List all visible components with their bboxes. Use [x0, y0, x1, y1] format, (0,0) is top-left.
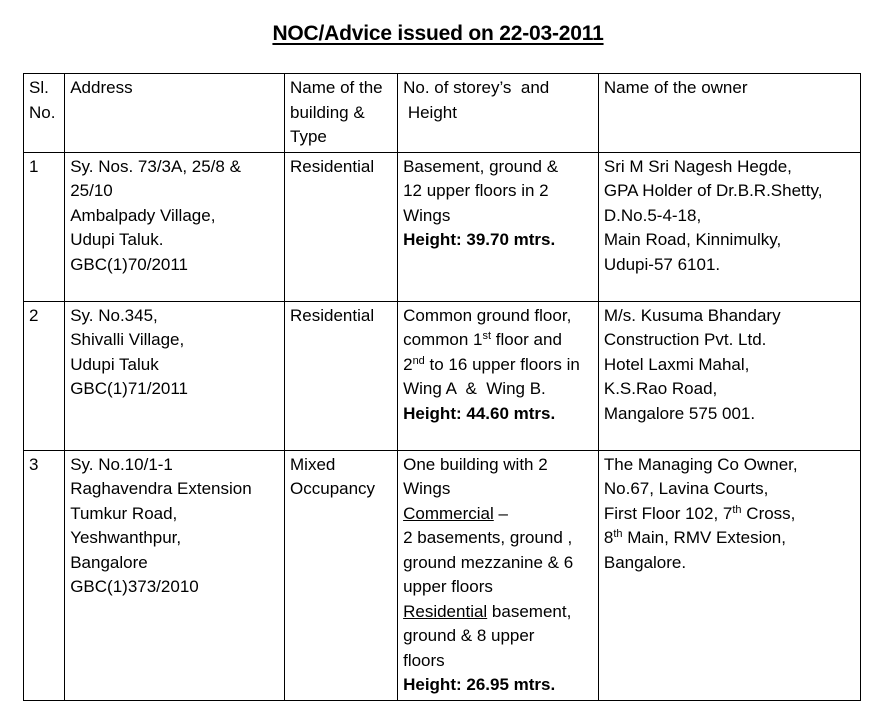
- storey-line: ground mezzanine & 6: [403, 552, 574, 572]
- table-header-row: [24, 74, 861, 153]
- cell-sl: [24, 301, 65, 450]
- header-storeys-height: [398, 74, 599, 153]
- storey-line: floors: [403, 650, 445, 670]
- address-line: Yeshwanthpur,: [70, 528, 182, 547]
- owner-text: Main, RMV Extesion,: [622, 528, 786, 547]
- storey-line: [403, 328, 593, 353]
- address-line: GBC(1)373/2010: [70, 577, 199, 596]
- sl-number: 1: [29, 156, 39, 176]
- cell-sl: [24, 152, 65, 301]
- owner-line: Udupi-57 6101.: [603, 254, 721, 274]
- address-line: Tumkur Road,: [70, 503, 178, 523]
- owner-line: K.S.Rao Road,: [603, 379, 718, 398]
- height-value: Height: 26.95 mtrs.: [403, 675, 556, 694]
- address-line: Shivalli Village,: [70, 330, 185, 349]
- residential-label: Residential: [403, 601, 488, 621]
- storey-text: floor and: [491, 330, 562, 349]
- owner-line: D.No.5-4-18,: [603, 205, 702, 225]
- header-owner-text: Name of the owner: [603, 78, 748, 97]
- storey-line: Common ground floor,: [403, 305, 572, 325]
- owner-line: Main Road, Kinnimulky,: [603, 230, 782, 249]
- cell-address: [65, 301, 285, 450]
- header-storey-line: Height: [403, 102, 457, 122]
- header-sl-line: Sl.: [29, 78, 49, 97]
- storey-line: One building with 2: [403, 454, 548, 474]
- cell-storeys: [398, 301, 599, 450]
- owner-line: M/s. Kusuma Bhandary: [603, 305, 781, 325]
- document-title-text: NOC/Advice issued on 22-03-2011: [272, 22, 604, 45]
- table-row: [24, 152, 861, 301]
- address-line: Sy. No.345,: [70, 305, 158, 325]
- ordinal-suffix: st: [482, 330, 492, 342]
- address-line: Raghavendra Extension: [70, 479, 252, 498]
- cell-storeys: [398, 450, 599, 700]
- address-line: Ambalpady Village,: [70, 205, 216, 225]
- storey-line: upper floors: [403, 577, 493, 596]
- owner-line: Construction Pvt. Ltd.: [603, 330, 767, 349]
- noc-table: [23, 73, 861, 701]
- ordinal-suffix: nd: [412, 354, 425, 367]
- storey-line: [403, 353, 593, 378]
- cell-address: [65, 450, 285, 700]
- cell-address: [65, 152, 285, 301]
- owner-text: Cross,: [741, 503, 796, 523]
- cell-owner: [598, 450, 860, 700]
- owner-line: GPA Holder of Dr.B.R.Shetty,: [603, 181, 823, 200]
- storey-line: 2 basements, ground ,: [403, 528, 573, 547]
- owner-line: Mangalore 575 001.: [603, 403, 756, 423]
- ordinal-suffix: th: [732, 503, 742, 516]
- height-value: Height: 44.60 mtrs.: [403, 403, 556, 423]
- header-sl-line: No.: [29, 102, 56, 122]
- address-line: Udupi Taluk: [70, 354, 159, 374]
- cell-type: [285, 152, 398, 301]
- storey-line: Basement, ground &: [403, 156, 559, 176]
- owner-line: Sri M Sri Nagesh Hegde,: [603, 156, 792, 176]
- cell-storeys: [398, 152, 599, 301]
- header-address: [65, 74, 285, 153]
- storey-text: to 16 upper floors in: [424, 354, 580, 374]
- address-line: Sy. No.10/1-1: [70, 454, 173, 474]
- owner-line: No.67, Lavina Courts,: [603, 479, 769, 498]
- type-line: Residential: [290, 305, 375, 325]
- owner-line: Bangalore.: [603, 552, 687, 572]
- header-owner: [598, 74, 860, 153]
- table-row: [24, 450, 861, 700]
- storey-text: basement,: [487, 601, 572, 621]
- storey-line: 12 upper floors in 2: [403, 181, 549, 200]
- header-building-line: Name of the: [290, 78, 383, 97]
- storey-line: Wings: [403, 205, 451, 225]
- cell-owner: [598, 152, 860, 301]
- storey-line: [403, 502, 593, 527]
- address-line: Udupi Taluk.: [70, 230, 164, 249]
- address-line: Sy. Nos. 73/3A, 25/8 &: [70, 156, 241, 176]
- storey-text: 2: [403, 354, 413, 374]
- sl-number: 3: [29, 454, 39, 474]
- height-value: Height: 39.70 mtrs.: [403, 230, 556, 249]
- address-line: GBC(1)71/2011: [70, 379, 189, 398]
- type-line: Mixed: [290, 454, 336, 474]
- commercial-label: Commercial: [403, 503, 494, 523]
- storey-line: Wing A & Wing B.: [403, 379, 546, 398]
- cell-type: [285, 301, 398, 450]
- cell-type: [285, 450, 398, 700]
- address-line: GBC(1)70/2011: [70, 254, 189, 274]
- table-row: [24, 301, 861, 450]
- owner-line: [604, 502, 855, 527]
- type-line: Occupancy: [290, 479, 376, 498]
- sl-number: 2: [29, 305, 39, 325]
- header-sl-no: [24, 74, 65, 153]
- header-building-line: building &: [290, 102, 365, 122]
- storey-text: –: [493, 503, 508, 523]
- storey-line: Wings: [403, 479, 451, 498]
- header-storey-line: No. of storey’s and: [403, 78, 550, 97]
- owner-line: The Managing Co Owner,: [603, 454, 798, 474]
- address-line: Bangalore: [70, 552, 148, 572]
- owner-text: First Floor 102, 7: [603, 503, 733, 523]
- type-line: Residential: [290, 156, 375, 176]
- storey-line: [403, 600, 593, 625]
- header-building-type: [285, 74, 398, 153]
- cell-sl: [24, 450, 65, 700]
- cell-owner: [598, 301, 860, 450]
- owner-line: Hotel Laxmi Mahal,: [603, 354, 750, 374]
- header-building-line: Type: [290, 127, 327, 146]
- document-title: [0, 22, 876, 46]
- header-address-text: Address: [70, 78, 133, 97]
- owner-text: 8: [603, 528, 614, 547]
- storey-line: ground & 8 upper: [403, 626, 535, 645]
- owner-line: [604, 526, 855, 551]
- ordinal-suffix: th: [613, 528, 623, 540]
- storey-text: common 1: [403, 330, 483, 349]
- address-line: 25/10: [70, 181, 113, 200]
